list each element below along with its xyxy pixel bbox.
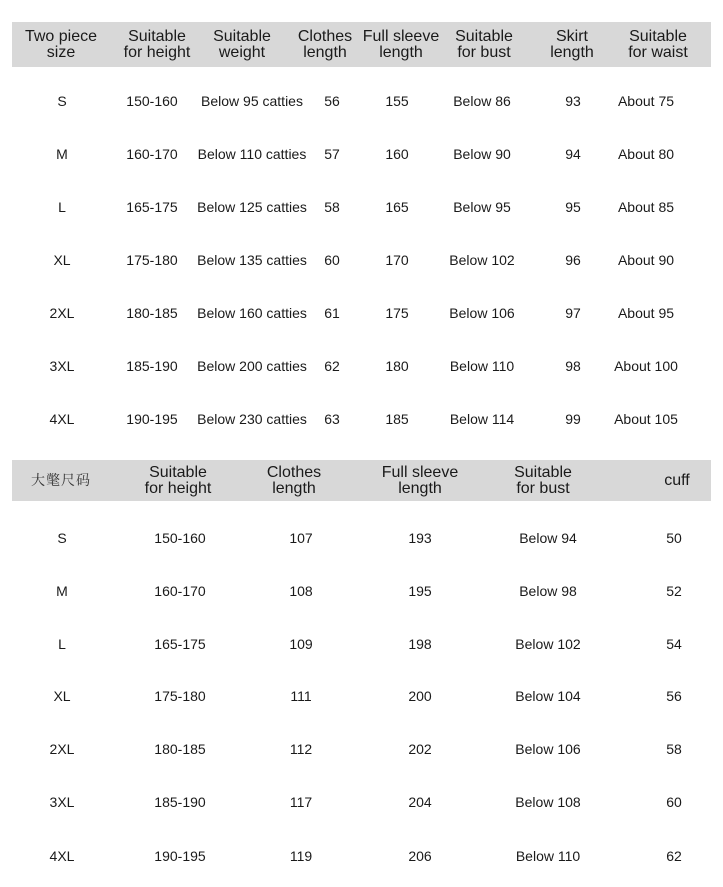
table2-header [12, 460, 711, 501]
table1-cell: 61 [324, 305, 340, 321]
table2-cell: 165-175 [154, 636, 206, 652]
table1-cell: 190-195 [126, 411, 178, 427]
table1-cell: 63 [324, 411, 340, 427]
table2-cell: 160-170 [154, 583, 206, 599]
table2-cell: 3XL [49, 794, 75, 810]
table1-cell: 165 [385, 199, 409, 215]
table2-cell: Below 102 [515, 636, 581, 652]
table2-cell: Below 104 [515, 688, 581, 704]
table1-cell: XL [53, 252, 71, 268]
table1-cell: 160 [385, 146, 409, 162]
table1-header-waist: Suitable for waist [628, 27, 688, 61]
table2-header-bust: Suitable for bust [514, 463, 572, 497]
table1-cell: Below 95 [453, 199, 511, 215]
table1-cell: 4XL [49, 411, 75, 427]
table2-cell: M [56, 583, 68, 599]
table2-cell: 52 [666, 583, 682, 599]
table1-cell: 95 [565, 199, 581, 215]
table2-cell: 119 [289, 848, 313, 864]
table2-cell: Below 106 [515, 741, 581, 757]
table2-cell: 185-190 [154, 794, 206, 810]
table1-cell: 165-175 [126, 199, 178, 215]
table2-cell: 150-160 [154, 530, 206, 546]
table1-header-size: Two piece size [24, 27, 98, 61]
table2-header-sleeve-length: Full sleeve length [381, 463, 459, 497]
table1-cell: Below 135 catties [197, 252, 307, 268]
table1-cell: Below 110 catties [197, 146, 307, 162]
table1-cell: Below 90 [453, 146, 511, 162]
table2-cell: 4XL [49, 848, 75, 864]
table1-cell: About 80 [617, 146, 675, 162]
table1-cell: 98 [565, 358, 581, 374]
table1-cell: About 100 [614, 358, 678, 374]
table2-header-cuff: cuff [664, 471, 690, 489]
table1-cell: 155 [385, 93, 409, 109]
table1-header-sleeve-length: Full sleeve length [362, 27, 440, 61]
table1-cell: 60 [324, 252, 340, 268]
table2-cell: 200 [408, 688, 432, 704]
table1-cell: Below 86 [453, 93, 511, 109]
table1-cell: 94 [565, 146, 581, 162]
table1-header-bust: Suitable for bust [455, 27, 513, 61]
table2-cell: 54 [666, 636, 682, 652]
table1-cell: 160-170 [126, 146, 178, 162]
table1-cell: Below 110 [449, 358, 515, 374]
table2-header-clothes-length: Clothes length [266, 463, 322, 497]
table2-cell: Below 108 [515, 794, 581, 810]
table1-cell: Below 200 catties [197, 358, 307, 374]
table1-cell: 96 [565, 252, 581, 268]
table2-cell: 107 [289, 530, 313, 546]
table2-cell: Below 110 [515, 848, 581, 864]
table2-cell: 195 [408, 583, 432, 599]
table2-cell: 50 [666, 530, 682, 546]
table2-cell: 2XL [49, 741, 75, 757]
table1-cell: 175-180 [126, 252, 178, 268]
table1-cell: 93 [565, 93, 581, 109]
table1-cell: 180 [385, 358, 409, 374]
table2-cell: 112 [289, 741, 313, 757]
table1-cell: 62 [324, 358, 340, 374]
table2-cell: 175-180 [154, 688, 206, 704]
table1-cell: Below 95 catties [201, 93, 303, 109]
table1-cell: 185 [385, 411, 409, 427]
table1-cell: M [56, 146, 68, 162]
table1-cell: About 90 [617, 252, 675, 268]
table1-cell: 170 [385, 252, 409, 268]
table1-cell: About 75 [617, 93, 675, 109]
table2-header-size: 大氅尺码 [31, 472, 91, 489]
table1-cell: Below 114 [449, 411, 515, 427]
table1-cell: 97 [565, 305, 581, 321]
table2-header-height: Suitable for height [144, 463, 212, 497]
table2-cell: 190-195 [154, 848, 206, 864]
table1-cell: 57 [324, 146, 340, 162]
table2-cell: 62 [666, 848, 682, 864]
table1-cell: 185-190 [126, 358, 178, 374]
table1-header-weight: Suitable weight [213, 27, 271, 61]
table2-cell: 198 [408, 636, 432, 652]
table1-cell: About 105 [614, 411, 678, 427]
table2-cell: 109 [289, 636, 313, 652]
table1-cell: Below 102 [449, 252, 515, 268]
table1-header [12, 22, 711, 67]
table1-cell: 180-185 [126, 305, 178, 321]
table1-cell: 2XL [49, 305, 75, 321]
table1-cell: Below 106 [449, 305, 515, 321]
table1-header-skirt-length: Skirt length [550, 27, 594, 61]
table2-cell: L [58, 636, 66, 652]
table2-cell: XL [53, 688, 71, 704]
table2-cell: 202 [408, 741, 432, 757]
table2-cell: 117 [289, 794, 313, 810]
table1-cell: About 95 [617, 305, 675, 321]
table2-cell: 180-185 [154, 741, 206, 757]
table2-cell: 111 [290, 688, 312, 704]
table1-cell: Below 125 catties [197, 199, 307, 215]
table1-cell: 56 [324, 93, 340, 109]
table1-cell: S [57, 93, 67, 109]
table1-cell: Below 230 catties [197, 411, 307, 427]
table1-cell: 99 [565, 411, 581, 427]
table2-cell: 56 [666, 688, 682, 704]
table1-header-clothes-length: Clothes length [297, 27, 353, 61]
table1-cell: 3XL [49, 358, 75, 374]
table1-cell: L [58, 199, 66, 215]
table1-cell: About 85 [617, 199, 675, 215]
table2-cell: Below 98 [519, 583, 577, 599]
table2-cell: 204 [408, 794, 432, 810]
table2-cell: 58 [666, 741, 682, 757]
table2-cell: S [57, 530, 67, 546]
table2-cell: Below 94 [519, 530, 577, 546]
table1-cell: 150-160 [126, 93, 178, 109]
table1-header-height: Suitable for height [123, 27, 191, 61]
table1-cell: Below 160 catties [197, 305, 307, 321]
table1-cell: 58 [324, 199, 340, 215]
table2-cell: 60 [666, 794, 682, 810]
table2-cell: 108 [289, 583, 313, 599]
table1-cell: 175 [385, 305, 409, 321]
table2-cell: 193 [408, 530, 432, 546]
table2-cell: 206 [408, 848, 432, 864]
